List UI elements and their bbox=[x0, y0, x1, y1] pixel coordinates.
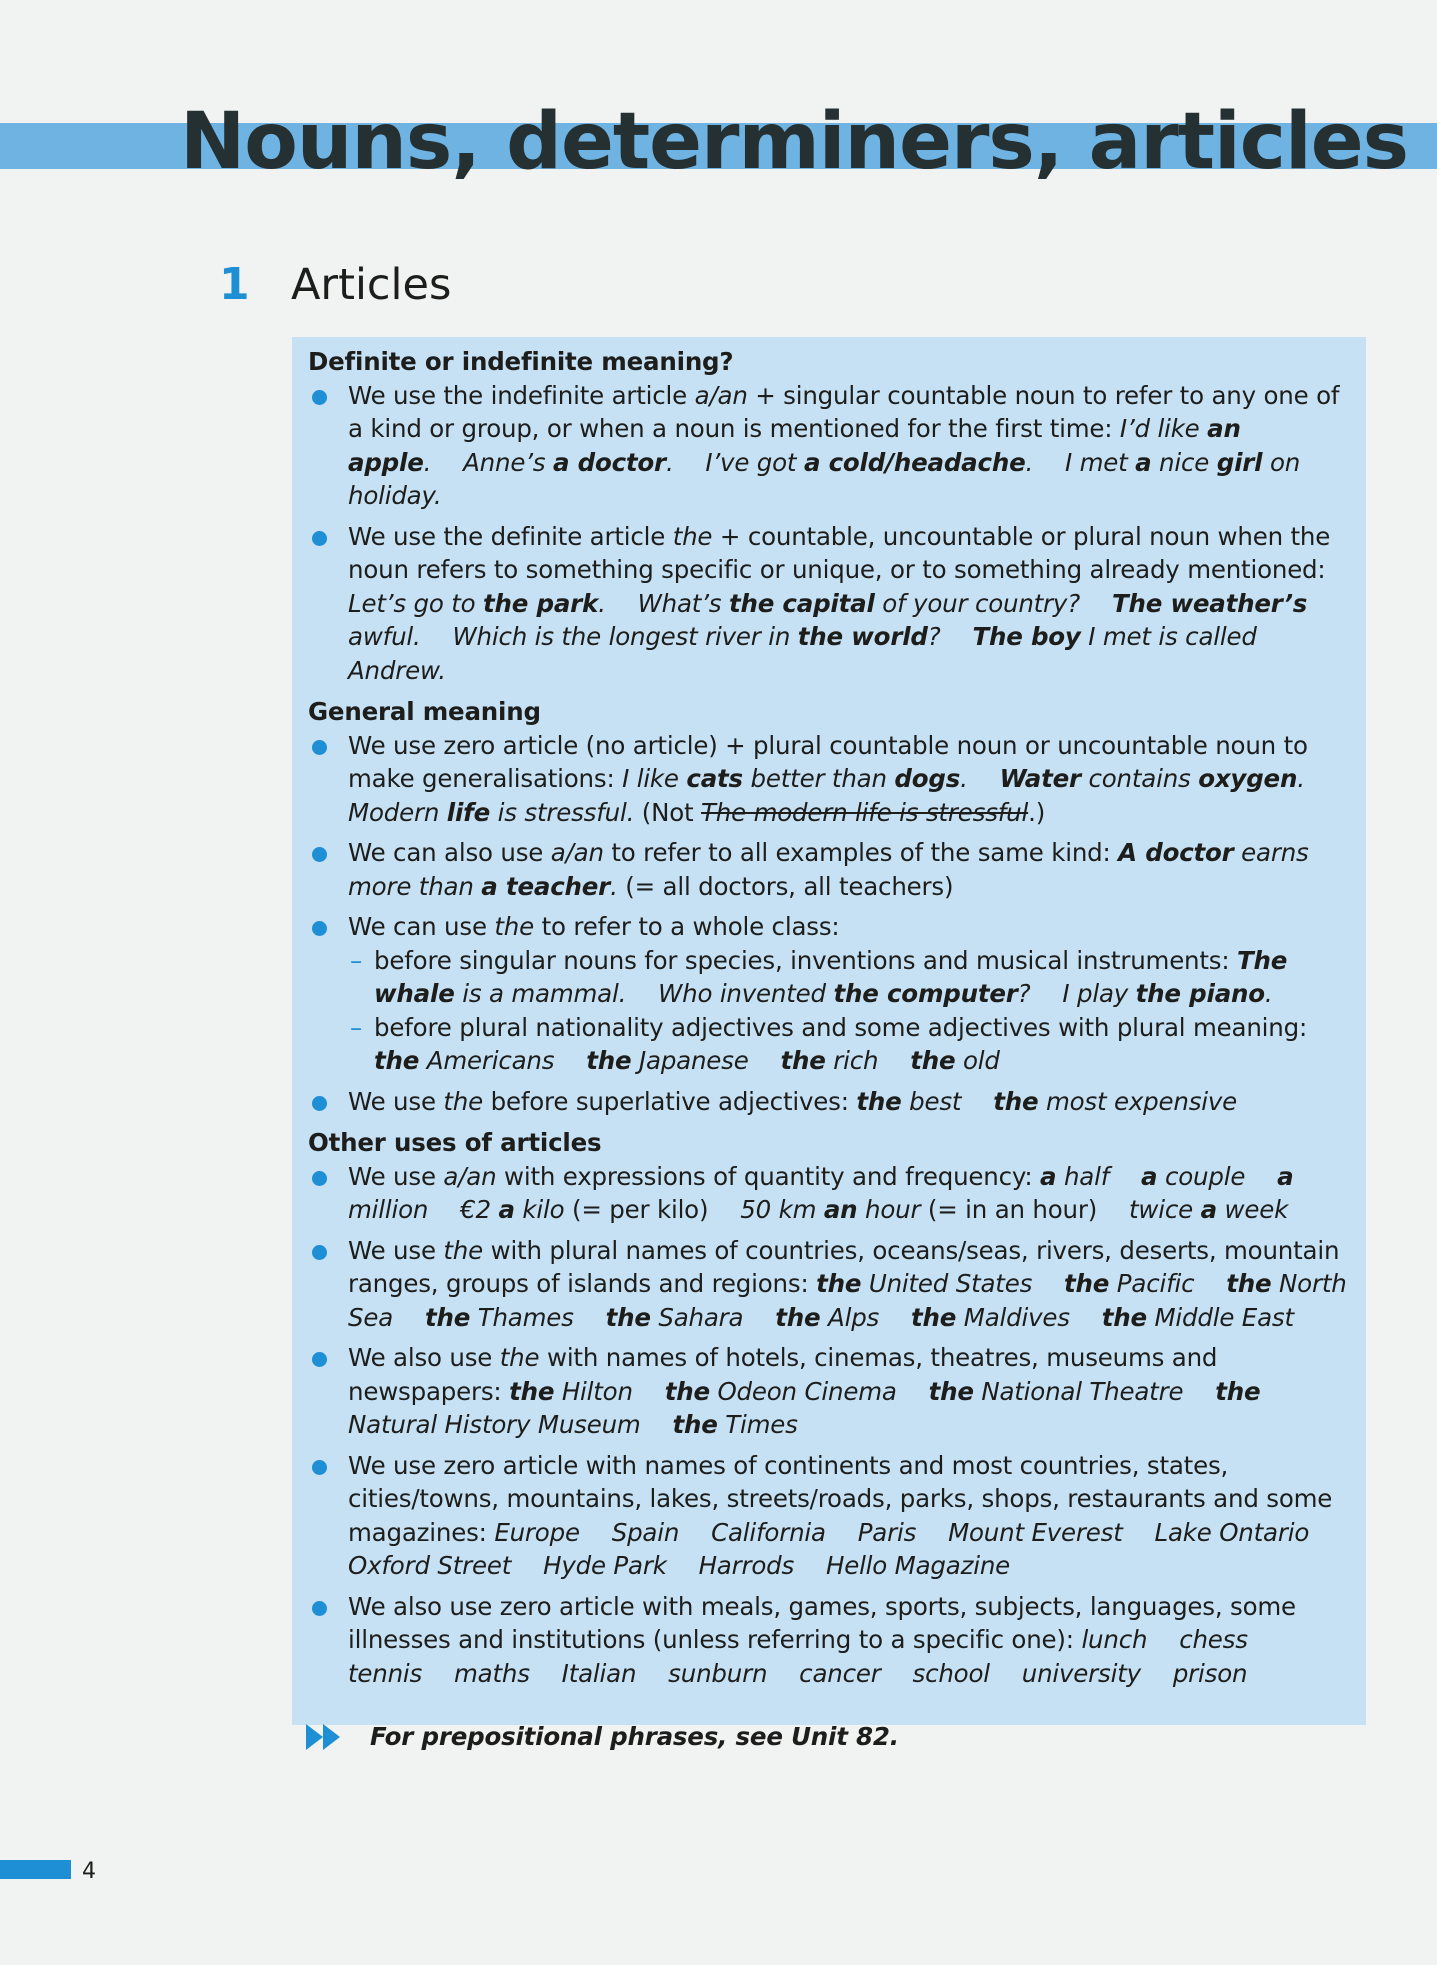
text-segment: the bbox=[443, 1086, 484, 1116]
section-heading: General meaning bbox=[308, 697, 541, 726]
text-segment: We can use bbox=[348, 912, 495, 941]
text-segment: National Theatre bbox=[973, 1376, 1184, 1406]
text-segment bbox=[574, 1303, 606, 1332]
text-segment: contains bbox=[1080, 764, 1199, 793]
text-segment bbox=[580, 1518, 612, 1547]
text-segment bbox=[961, 1087, 993, 1116]
text-segment: I’d like bbox=[1119, 414, 1208, 443]
text-segment: We also use zero article with meals, games, sports, subjects, languages, some illnesses and institutions (unless referring to a specific one): bbox=[348, 1591, 1296, 1654]
text-segment: sunburn bbox=[668, 1658, 768, 1688]
text-segment: before plural nationality adjectives and some adjectives with plural meaning: bbox=[374, 1012, 1308, 1042]
text-segment bbox=[641, 1410, 673, 1439]
text-segment: Hello Magazine bbox=[825, 1551, 1011, 1580]
text-segment: (= all doctors, all teachers) bbox=[617, 871, 954, 901]
text-segment: the capital bbox=[728, 588, 875, 618]
text-segment bbox=[1141, 1659, 1173, 1688]
text-segment: nice bbox=[1151, 447, 1217, 477]
text-segment: most expensive bbox=[1038, 1086, 1238, 1116]
text-segment: chess bbox=[1179, 1625, 1248, 1654]
text-segment bbox=[743, 1303, 775, 1332]
text-segment: the world bbox=[797, 622, 928, 651]
text-segment: Mount Everest bbox=[948, 1517, 1123, 1547]
text-segment bbox=[393, 1303, 425, 1332]
text-segment: maths bbox=[454, 1658, 530, 1688]
text-segment: a bbox=[1141, 1161, 1158, 1191]
text-segment: . bbox=[1025, 447, 1034, 477]
bullet-point bbox=[308, 836, 1352, 903]
text-segment: Hilton bbox=[554, 1376, 633, 1406]
text-segment bbox=[633, 1377, 665, 1406]
text-segment bbox=[674, 448, 706, 477]
sub-point bbox=[348, 944, 1352, 1011]
text-segment: Pacific bbox=[1109, 1269, 1195, 1298]
text-segment: oxygen bbox=[1198, 764, 1298, 793]
text-segment: couple bbox=[1157, 1161, 1246, 1191]
text-segment bbox=[554, 1046, 586, 1075]
text-segment: North Sea bbox=[348, 1269, 1347, 1332]
text-segment: . bbox=[1297, 764, 1305, 793]
text-segment: the bbox=[1064, 1269, 1110, 1298]
text-segment: awful. bbox=[348, 622, 421, 651]
text-segment: twice bbox=[1129, 1195, 1201, 1224]
bullet-list bbox=[308, 729, 1352, 1119]
text-segment: + countable, uncountable or plural noun when the noun refers to something specific or unique, or to something already mentioned: bbox=[348, 521, 1331, 584]
text-segment: a bbox=[1040, 1161, 1057, 1191]
text-segment: Sahara bbox=[650, 1302, 744, 1332]
text-segment bbox=[626, 979, 658, 1008]
text-segment: a bbox=[1200, 1195, 1217, 1224]
text-segment: before singular nouns for species, inventions and musical instruments: bbox=[374, 945, 1238, 975]
text-segment: before superlative adjectives: bbox=[483, 1086, 857, 1116]
text-segment: a teacher bbox=[481, 871, 611, 901]
text-segment bbox=[1097, 1195, 1129, 1224]
text-segment: A doctor bbox=[1118, 838, 1234, 867]
text-segment: with plural names of countries, oceans/seas, rivers, deserts, mountain ranges, groups of islands and regions: bbox=[348, 1235, 1340, 1298]
text-segment: We use the indefinite article bbox=[348, 380, 695, 410]
text-segment: the computer bbox=[833, 979, 1018, 1008]
text-segment: ? bbox=[927, 622, 941, 651]
text-segment bbox=[667, 1551, 699, 1580]
text-segment: the bbox=[780, 1046, 826, 1075]
text-segment bbox=[511, 1551, 543, 1580]
bullet-point bbox=[308, 520, 1352, 688]
text-segment: the bbox=[509, 1376, 555, 1406]
text-segment: The whale bbox=[374, 945, 1288, 1008]
text-segment: of your country? bbox=[874, 588, 1081, 618]
text-segment: the bbox=[856, 1086, 902, 1116]
text-segment: We also use bbox=[348, 1343, 500, 1372]
text-segment: . bbox=[960, 764, 968, 793]
grammar-sections bbox=[308, 345, 1352, 1690]
text-segment: We use bbox=[348, 1161, 444, 1191]
text-segment bbox=[1194, 1269, 1226, 1298]
text-segment: with names of hotels, cinemas, theatres, museums and newspapers: bbox=[348, 1343, 1218, 1406]
text-segment: Italian bbox=[561, 1658, 637, 1688]
fast-forward-icon bbox=[306, 1724, 344, 1750]
text-segment bbox=[879, 1303, 911, 1332]
text-segment: best bbox=[901, 1086, 962, 1116]
text-segment: Lake Ontario bbox=[1154, 1517, 1310, 1547]
text-segment: Who invented bbox=[658, 979, 834, 1008]
text-segment: the bbox=[494, 912, 535, 941]
text-segment: Japanese bbox=[631, 1046, 749, 1075]
text-segment: ? bbox=[1017, 979, 1031, 1008]
text-segment: Modern bbox=[348, 797, 447, 827]
text-segment: Water bbox=[999, 764, 1081, 793]
text-segment: Hyde Park bbox=[543, 1551, 667, 1580]
text-segment: a/an bbox=[443, 1161, 497, 1191]
text-segment bbox=[881, 1659, 913, 1688]
grammar-box bbox=[292, 337, 1366, 1751]
text-segment: life bbox=[446, 797, 491, 827]
text-segment bbox=[1245, 1162, 1277, 1191]
text-segment: the bbox=[910, 1046, 956, 1075]
text-segment: on holiday. bbox=[348, 447, 1301, 510]
bullet-point bbox=[308, 1341, 1352, 1442]
text-segment: lunch bbox=[1081, 1625, 1148, 1654]
text-segment: The modern life is stressful bbox=[701, 797, 1029, 827]
text-segment: The boy bbox=[972, 622, 1081, 651]
text-segment: an bbox=[823, 1195, 858, 1224]
text-segment: Spain bbox=[611, 1517, 680, 1547]
bullet-point bbox=[308, 910, 1352, 1078]
text-segment: tennis bbox=[348, 1658, 423, 1688]
text-segment: Odeon Cinema bbox=[709, 1376, 897, 1406]
text-segment: dogs bbox=[894, 764, 961, 793]
text-segment: Natural History Museum bbox=[348, 1410, 641, 1439]
text-segment bbox=[679, 1518, 711, 1547]
text-segment bbox=[428, 1195, 460, 1224]
text-segment: to refer to a whole class: bbox=[534, 912, 840, 941]
text-segment: What’s bbox=[637, 588, 729, 618]
text-segment: with expressions of quantity and frequency: bbox=[496, 1161, 1041, 1191]
text-segment: million bbox=[348, 1195, 429, 1224]
text-segment bbox=[968, 764, 1000, 793]
text-segment: Americans bbox=[419, 1046, 555, 1075]
text-segment: the bbox=[1101, 1302, 1147, 1332]
text-segment: Thames bbox=[470, 1302, 574, 1332]
text-segment: I’ve got bbox=[705, 447, 804, 477]
text-segment: . bbox=[1264, 979, 1273, 1008]
text-segment bbox=[1123, 1518, 1155, 1547]
unit-title: Articles bbox=[291, 260, 452, 310]
cross-reference bbox=[308, 1720, 1352, 1754]
text-segment: Paris bbox=[857, 1517, 917, 1547]
text-segment: California bbox=[711, 1517, 826, 1547]
text-segment: is stressful. bbox=[490, 797, 635, 827]
text-segment: is a mammal. bbox=[454, 979, 627, 1008]
text-segment: the bbox=[1226, 1269, 1272, 1298]
bullet-point bbox=[308, 1449, 1352, 1583]
sub-list bbox=[348, 944, 1352, 1078]
text-segment bbox=[794, 1551, 826, 1580]
text-segment: better than bbox=[742, 764, 895, 793]
text-segment bbox=[1080, 589, 1112, 618]
text-segment: a bbox=[1135, 447, 1152, 477]
text-segment: . bbox=[598, 588, 606, 618]
text-segment: We use bbox=[348, 1235, 444, 1265]
text-segment: the bbox=[605, 1302, 651, 1332]
cross-reference-text: For prepositional phrases, see Unit 82. bbox=[370, 1722, 899, 1751]
text-segment bbox=[897, 1377, 929, 1406]
text-segment: girl bbox=[1216, 447, 1263, 477]
text-segment bbox=[941, 622, 973, 651]
text-segment: Anne’s bbox=[463, 447, 553, 477]
text-segment: We use bbox=[348, 1086, 444, 1116]
text-segment: We use the definite article bbox=[348, 521, 673, 551]
text-segment: school bbox=[912, 1658, 990, 1688]
text-segment bbox=[1033, 448, 1065, 477]
text-segment: a cold/headache bbox=[803, 447, 1026, 477]
text-segment: a/an bbox=[550, 838, 604, 867]
text-segment bbox=[1248, 1625, 1272, 1654]
text-segment: Europe bbox=[494, 1517, 580, 1547]
text-segment: 50 km bbox=[740, 1195, 824, 1224]
text-segment: the bbox=[672, 1410, 718, 1439]
text-segment bbox=[606, 589, 638, 618]
text-segment bbox=[1309, 1518, 1333, 1547]
text-segment: Maldives bbox=[956, 1302, 1070, 1332]
text-segment: .) bbox=[1028, 797, 1046, 827]
text-segment: rich bbox=[825, 1046, 879, 1075]
text-segment: a bbox=[498, 1195, 515, 1224]
text-segment: + singular countable noun to refer to any one of a kind or group, or when a noun is mentioned for the first time: bbox=[348, 380, 1340, 443]
text-segment: an apple bbox=[348, 414, 1241, 477]
bullet-list bbox=[308, 379, 1352, 688]
text-segment: the piano bbox=[1135, 979, 1265, 1008]
text-segment bbox=[1183, 1377, 1215, 1406]
section-heading: Definite or indefinite meaning? bbox=[308, 347, 734, 376]
text-segment: I like bbox=[622, 764, 687, 793]
text-segment bbox=[708, 1195, 740, 1224]
bullet-point bbox=[308, 1590, 1352, 1691]
text-segment bbox=[530, 1659, 562, 1688]
text-segment: (= in an hour) bbox=[920, 1195, 1098, 1224]
text-segment: . bbox=[610, 871, 618, 901]
sub-point bbox=[348, 1011, 1352, 1078]
text-segment: prison bbox=[1172, 1658, 1248, 1688]
text-segment bbox=[749, 1046, 781, 1075]
section-heading: Other uses of articles bbox=[308, 1128, 602, 1157]
text-segment: Middle East bbox=[1146, 1302, 1294, 1332]
text-segment: I met bbox=[1064, 447, 1136, 477]
text-segment: the bbox=[816, 1269, 862, 1298]
text-segment bbox=[826, 1518, 858, 1547]
text-segment bbox=[1109, 1162, 1141, 1191]
text-segment: the bbox=[499, 1343, 540, 1372]
text-segment: the bbox=[928, 1376, 974, 1406]
text-segment: We use zero article with names of continents and most countries, states, cities/towns, mountains, lakes, streets/roads, parks, shops, restaurants and some magazines: bbox=[348, 1450, 1333, 1547]
text-segment bbox=[1147, 1625, 1179, 1654]
text-segment: the bbox=[672, 521, 713, 551]
text-segment bbox=[1030, 979, 1062, 1008]
text-segment: Times bbox=[717, 1410, 798, 1439]
text-segment bbox=[431, 448, 463, 477]
text-segment: the bbox=[993, 1086, 1039, 1116]
page-title: Nouns, determiners, articles bbox=[180, 97, 1409, 187]
text-segment: the bbox=[664, 1376, 710, 1406]
text-segment bbox=[1032, 1269, 1064, 1298]
text-segment: half bbox=[1056, 1161, 1110, 1191]
page-number: 4 bbox=[82, 1859, 96, 1884]
text-segment: We use zero article (no article) + plural countable noun or uncountable noun to make generalisations: bbox=[348, 730, 1308, 793]
text-segment: I play bbox=[1062, 979, 1136, 1008]
text-segment: Alps bbox=[820, 1302, 880, 1332]
text-segment: . bbox=[423, 447, 432, 477]
text-segment: university bbox=[1021, 1658, 1141, 1688]
text-segment bbox=[421, 622, 453, 651]
text-segment: the bbox=[775, 1302, 821, 1332]
text-segment bbox=[1070, 1303, 1102, 1332]
text-segment: the bbox=[374, 1046, 420, 1075]
text-segment: the bbox=[424, 1302, 471, 1332]
bullet-point bbox=[308, 1085, 1352, 1119]
text-segment: (Not bbox=[634, 797, 702, 827]
text-segment: week bbox=[1216, 1195, 1289, 1224]
text-segment bbox=[422, 1659, 454, 1688]
text-segment bbox=[916, 1518, 948, 1547]
text-segment: hour bbox=[857, 1195, 921, 1224]
text-segment: . bbox=[665, 447, 674, 477]
bullet-point bbox=[308, 1160, 1352, 1227]
text-segment: the bbox=[586, 1046, 632, 1075]
text-segment: kilo bbox=[514, 1195, 565, 1224]
text-segment: old bbox=[955, 1046, 1000, 1075]
text-segment: €2 bbox=[460, 1195, 499, 1224]
text-segment: a doctor bbox=[552, 447, 666, 477]
text-segment: The weather’s bbox=[1111, 588, 1308, 618]
text-segment: earns more than bbox=[348, 838, 1309, 901]
text-segment bbox=[767, 1659, 799, 1688]
text-segment: cats bbox=[686, 764, 743, 793]
unit-number: 1 bbox=[219, 259, 250, 310]
text-segment: a bbox=[1277, 1161, 1294, 1191]
text-segment bbox=[878, 1046, 910, 1075]
text-segment: Harrods bbox=[698, 1551, 795, 1580]
text-segment: Which is the longest river in bbox=[452, 622, 798, 651]
bullet-list bbox=[308, 1160, 1352, 1691]
bullet-point bbox=[308, 1234, 1352, 1335]
text-segment: We can also use bbox=[348, 838, 551, 867]
bullet-point bbox=[308, 729, 1352, 830]
text-segment: cancer bbox=[799, 1658, 881, 1688]
text-segment: the bbox=[1215, 1376, 1261, 1406]
text-segment bbox=[1305, 764, 1329, 793]
text-segment bbox=[636, 1659, 668, 1688]
bullet-point bbox=[308, 379, 1352, 513]
text-segment: the bbox=[911, 1302, 957, 1332]
text-segment: (= per kilo) bbox=[564, 1195, 709, 1224]
text-segment: I met is called Andrew. bbox=[348, 622, 1257, 685]
text-segment bbox=[990, 1659, 1022, 1688]
text-segment: the bbox=[443, 1235, 484, 1265]
text-segment: the park bbox=[482, 588, 599, 618]
text-segment: Oxford Street bbox=[348, 1551, 512, 1580]
text-segment: to refer to all examples of the same kind: bbox=[603, 838, 1119, 867]
text-segment: a/an bbox=[694, 380, 748, 410]
text-segment: United States bbox=[861, 1269, 1033, 1298]
footer-bar bbox=[0, 1860, 71, 1879]
text-segment: Let’s go to bbox=[348, 588, 483, 618]
